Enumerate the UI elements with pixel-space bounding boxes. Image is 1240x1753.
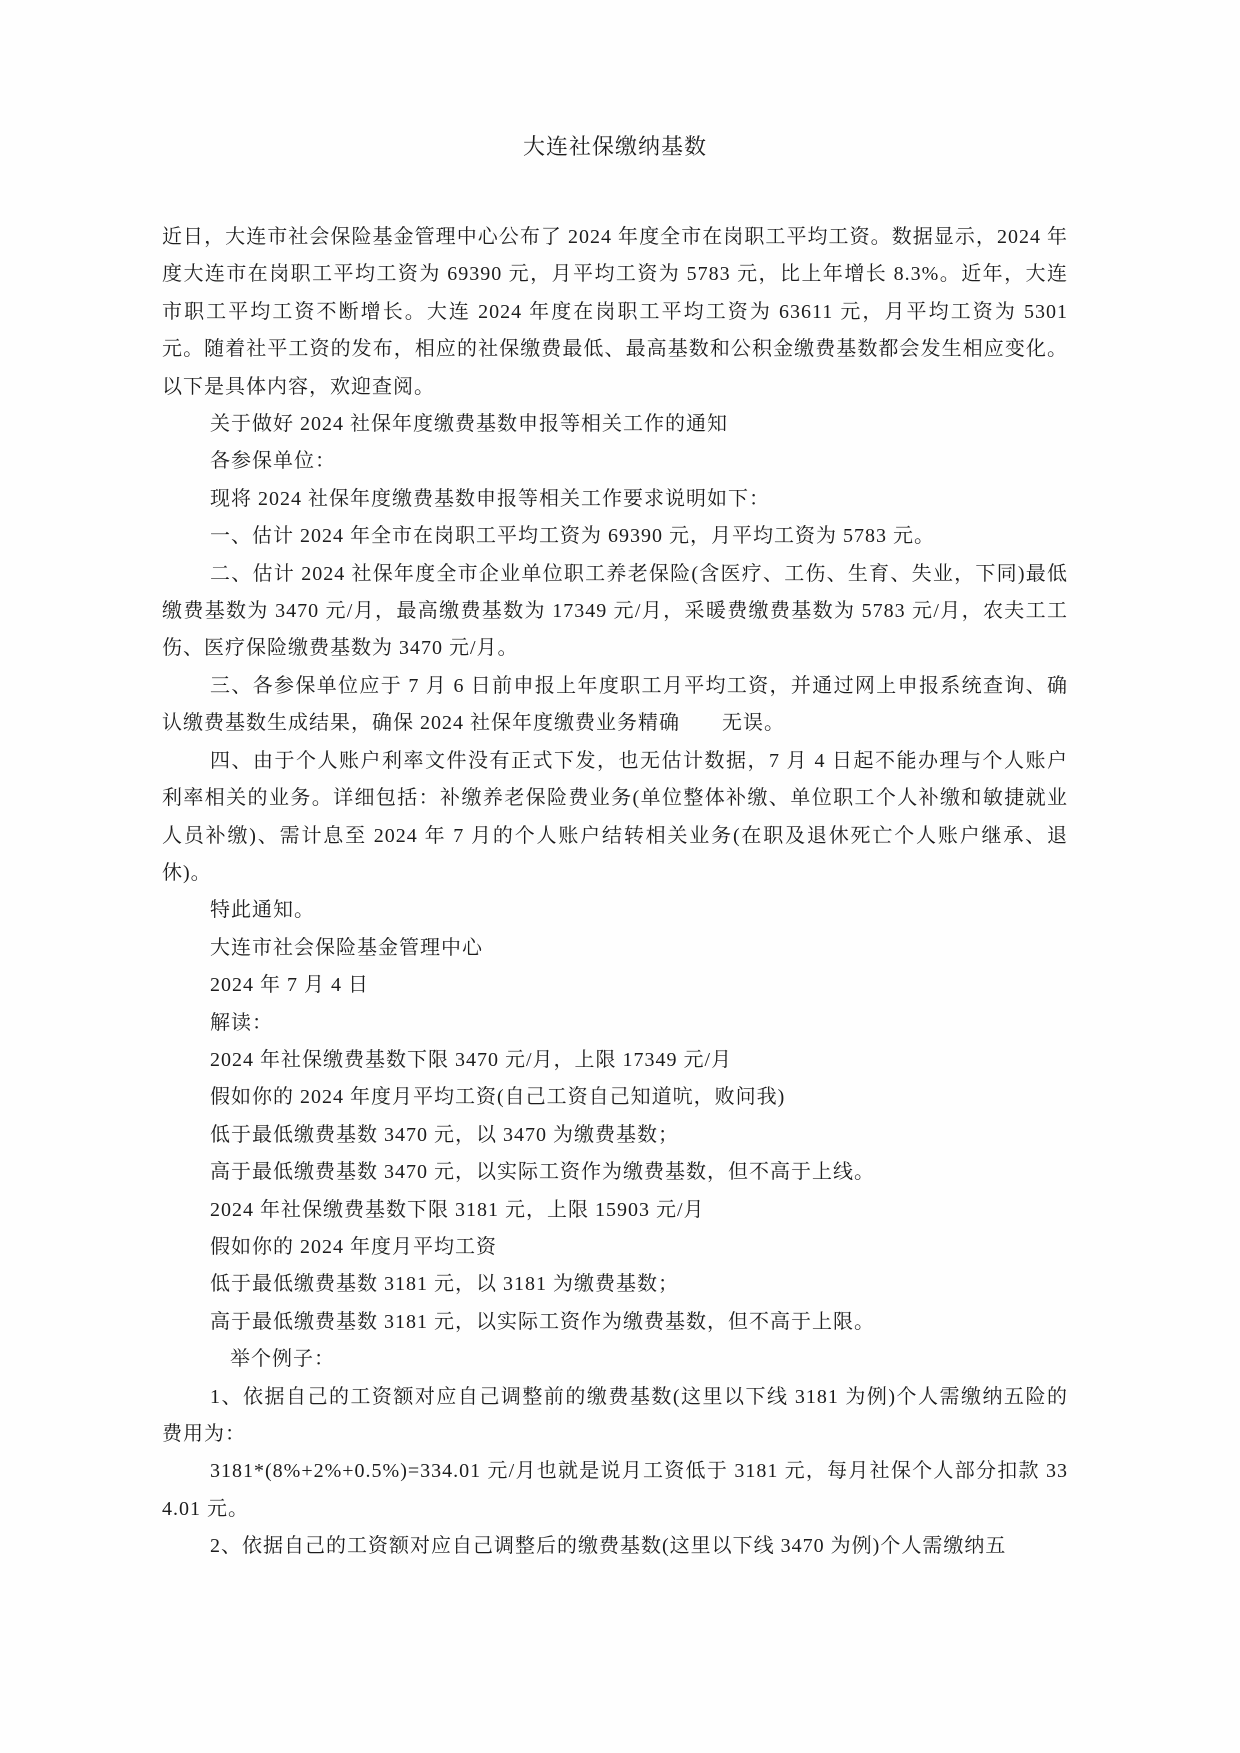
paragraph: 2024 年社保缴费基数下限 3181 元，上限 15903 元/月 — [210, 1198, 705, 1221]
paragraph: 现将 2024 社保年度缴费基数申报等相关工作要求说明如下： — [210, 487, 770, 510]
paragraph: 2、依据自己的工资额对应自己调整后的缴费基数(这里以下线 3470 为例)个人需缴纳五 — [210, 1535, 1007, 1558]
paragraph: 近日，大连市社会保险基金管理中心公布了 2024 年度全市在岗职工平均工资。数据显示，2024 年度大连市在岗职工平均工资为 69390 元，月平均工资为 5783 元，比上年增长 8.3%。近年，大连市职工平均工资不断增长。大连 2024 年度在岗职工平均工资为 63611 元，月平均工资为 5301 元。随着社平工资的发布，相应的社保缴费最低、最高基数和公积金缴费基数都会发生相应变化。以下是具体内容，欢迎查阅。 — [162, 226, 1068, 398]
paragraph: 高于最低缴费基数 3181 元，以实际工资作为缴费基数，但不高于上限。 — [210, 1310, 875, 1333]
paragraph: 四、由于个人账户利率文件没有正式下发，也无估计数据，7 月 4 日起不能办理与个人账户利率相关的业务。详细包括：补缴养老保险费业务(单位整体补缴、单位职工个人补缴和敏捷就业人员补缴)、需计息至 2024 年 7 月的个人账户结转相关业务(在职及退休死亡个人账户继承、退休)。 — [162, 749, 1068, 884]
document-body — [162, 219, 1068, 1566]
paragraph: 关于做好 2024 社保年度缴费基数申报等相关工作的通知 — [210, 413, 728, 436]
paragraph: 低于最低缴费基数 3470 元，以 3470 为缴费基数； — [210, 1123, 679, 1146]
paragraph: 低于最低缴费基数 3181 元，以 3181 为缴费基数； — [210, 1273, 679, 1296]
paragraph: 高于最低缴费基数 3470 元，以实际工资作为缴费基数，但不高于上线。 — [210, 1161, 875, 1184]
paragraph: 三、各参保单位应于 7 月 6 日前申报上年度职工月平均工资，并通过网上申报系统查询、确认缴费基数生成结果，确保 2024 社保年度缴费业务精确 无误。 — [162, 674, 1068, 735]
paragraph: 解读： — [210, 1011, 273, 1034]
paragraph: 3181*(8%+2%+0.5%)=334.01 元/月也就是说月工资低于 3181 元，每月社保个人部分扣款 334.01 元。 — [162, 1460, 1068, 1520]
paragraph: 2024 年社保缴费基数下限 3470 元/月，上限 17349 元/月 — [210, 1048, 733, 1071]
document-content — [162, 128, 1068, 1566]
paragraph: 特此通知。 — [210, 899, 315, 922]
paragraph: 假如你的 2024 年度月平均工资 — [210, 1235, 497, 1258]
document-title: 大连社保缴纳基数 — [522, 134, 707, 159]
paragraph: 2024 年 7 月 4 日 — [210, 974, 369, 997]
paragraph: 一、估计 2024 年全市在岗职工平均工资为 69390 元，月平均工资为 5783 元。 — [210, 525, 935, 548]
paragraph: 假如你的 2024 年度月平均工资(自己工资自己知道吭，败问我) — [210, 1086, 786, 1109]
paragraph: 各参保单位： — [210, 450, 336, 473]
paragraph: 二、估计 2024 社保年度全市企业单位职工养老保险(含医疗、工伤、生育、失业，下同)最低缴费基数为 3470 元/月，最高缴费基数为 17349 元/月，采暖费缴费基数为 5783 元/月，农夫工工伤、医疗保险缴费基数为 3470 元/月。 — [162, 562, 1068, 660]
paragraph: 举个例子： — [230, 1348, 335, 1371]
paragraph: 1、依据自己的工资额对应自己调整前的缴费基数(这里以下线 3181 为例)个人需缴纳五险的费用为： — [162, 1385, 1068, 1445]
paragraph: 大连市社会保险基金管理中心 — [210, 936, 483, 959]
